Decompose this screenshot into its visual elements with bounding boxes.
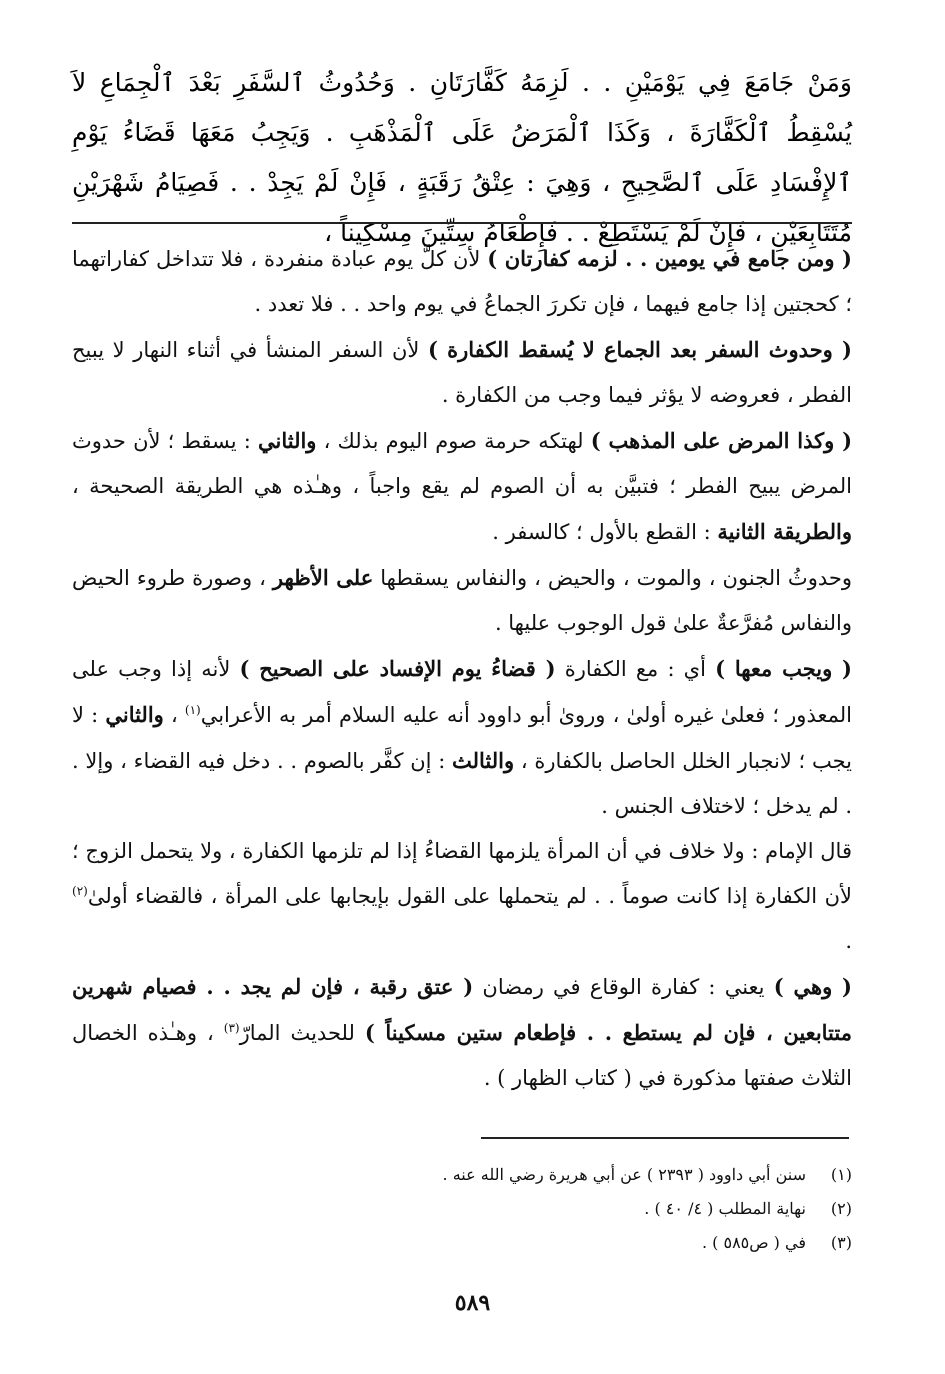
footnote-number: (٣) bbox=[830, 1233, 852, 1252]
opinion-label: والثاني bbox=[257, 428, 317, 453]
footnote-number: (٢) bbox=[830, 1199, 852, 1218]
commentary-text: قال الإمام : ولا خلاف في أن المرأة يلزمها القضاءُ إذا لم تلزمها الكفارة ، ولا يتحمل الزوج ؛ لأن الكفارة إذا كانت صوماً . . لم يتحملها على القول بإيجابها على المرأة ، فالقضاء أولىٰ bbox=[72, 839, 852, 908]
footnote-text: سنن أبي داوود ( ٢٣٩٣ ) عن أبي هريرة رضي الله عنه . bbox=[442, 1165, 806, 1184]
matn-quote: ( قضاءُ يوم الإفساد على الصحيح ) bbox=[239, 656, 556, 681]
commentary-paragraph-4 bbox=[72, 555, 852, 646]
matn-quote: ( وهي ) bbox=[773, 974, 852, 999]
matn-quote: ( وحدوث السفر بعد الجماع لا يُسقط الكفارة ) bbox=[427, 337, 852, 362]
commentary-text: : لا يجب ؛ لانجبار الخلل الحاصل بالكفارة ، bbox=[72, 703, 852, 773]
commentary-text: ، bbox=[163, 703, 185, 727]
main-text bbox=[72, 58, 852, 258]
opinion-label: والثالث bbox=[452, 748, 515, 773]
commentary-text: . bbox=[845, 929, 852, 953]
commentary-text: : القطع بالأول ؛ كالسفر . bbox=[492, 520, 718, 544]
commentary-text: وحدوثُ الجنون ، والموت ، والحيض ، والنفاس يسقطها bbox=[373, 566, 852, 590]
opinion-label: والطريقة الثانية bbox=[717, 519, 852, 544]
footnote-item bbox=[72, 1226, 852, 1260]
commentary-paragraph-1 bbox=[72, 236, 852, 327]
commentary-text: لهتكه حرمة صوم اليوم بذلك ، bbox=[316, 429, 591, 453]
commentary-text: لأنه إذا وجب على المعذور ؛ فعلىٰ غيره أولىٰ ، وروىٰ أبو داوود أنه عليه السلام أمر به الأعرابي bbox=[72, 657, 852, 727]
footnote-marker: (٢) bbox=[72, 884, 88, 898]
matn-quote: ( وكذا المرض على المذهب ) bbox=[590, 428, 853, 453]
footnote-marker: (٣) bbox=[223, 1021, 240, 1035]
footnote-marker: (١) bbox=[184, 703, 201, 717]
footnote-text: نهاية المطلب ( ٤/ ٤٠ ) . bbox=[644, 1199, 806, 1218]
opinion-label: على الأظهر bbox=[272, 565, 374, 590]
matn-quote: ( ويجب معها ) bbox=[715, 656, 852, 681]
commentary-paragraph-7 bbox=[72, 964, 852, 1101]
footnote-item bbox=[72, 1192, 852, 1226]
commentary-text: ، وصورة طروء الحيض والنفاس مُفرَّعةٌ علىٰ قول الوجوب عليها . bbox=[72, 566, 852, 635]
commentary-paragraph-3 bbox=[72, 418, 852, 555]
footnote-text: في ( ص٥٨٥ ) . bbox=[701, 1233, 806, 1252]
commentary-paragraph-2 bbox=[72, 327, 852, 418]
main-separator-line bbox=[72, 222, 852, 224]
footnote-item bbox=[72, 1158, 852, 1192]
matn-paragraph: وَمَنْ جَامَعَ فِي يَوْمَيْنِ . . لَزِمَهُ كَفَّارَتَانِ . وَحُدُوثُ ٱلسَّفَرِ بَعْدَ ٱلْجِمَاعِ لاَ يُسْقِطُ ٱلْكَفَّارَةَ ، وَكَذَا ٱلْمَرَضُ عَلَى ٱلْمَذْهَبِ . وَيَجِبُ مَعَهَا قَضَاءُ يَوْمِ ٱلإِفْسَادِ عَلَى ٱلصَّحِيحِ ، وَهِيَ : عِتْقُ رَقَبَةٍ ، فَإِنْ لَمْ يَجِدْ . . فَصِيَامُ شَهْرَيْنِ مُتَتَابِعَيْنِ ، فَإِنْ لَمْ يَسْتَطِعْ . . فَإِطْعَامُ سِتِّينَ مِسْكِيناً ، bbox=[72, 68, 852, 247]
commentary-paragraph-6 bbox=[72, 829, 852, 964]
commentary-text: للحديث المارّ bbox=[239, 1021, 365, 1045]
matn-quote: ( عتق رقبة ، فإن لم يجد . . فصيام شهرين متتابعين ، فإن لم يستطع . . فإطعام ستين مسكيناً ) bbox=[72, 974, 852, 1045]
commentary-text: : يسقط ؛ لأن حدوث المرض يبيح الفطر ؛ فتبيَّن به أن الصوم لم يقع واجباً ، وهـٰذه هي الطريقة الصحيحة ، bbox=[72, 429, 852, 498]
commentary-text: لأن السفر المنشأ في أثناء النهار لا يبيح الفطر ، فعروضه لا يؤثر فيما وجب من الكفارة . bbox=[72, 338, 852, 407]
opinion-label: والثاني bbox=[105, 702, 164, 727]
footnotes bbox=[72, 1158, 852, 1260]
commentary-text: ، وهـٰذه الخصال الثلاث صفتها مذكورة في ( كتاب الظهار ) . bbox=[72, 1021, 852, 1090]
commentary-paragraph-5 bbox=[72, 646, 852, 829]
matn-quote: ( ومن جامع في يومين . . لزمه كفارتان ) bbox=[487, 246, 852, 271]
commentary bbox=[72, 236, 852, 1101]
footnote-separator-line bbox=[481, 1137, 849, 1139]
commentary-text: لأن كلَّ يوم عبادة منفردة ، فلا تتداخل كفاراتهما ؛ كحجتين إذا جامع فيهما ، فإن تكررَ الجماعُ في يوم واحد . . فلا تعدد . bbox=[72, 247, 852, 316]
commentary-text: أي : مع الكفارة bbox=[555, 657, 716, 681]
footnote-number: (١) bbox=[830, 1165, 852, 1184]
commentary-text: يعني : كفارة الوقاع في رمضان bbox=[473, 975, 774, 999]
commentary-text: : إن كفَّر بالصوم . . دخل فيه القضاء ، وإلا . . لم يدخل ؛ لاختلاف الجنس . bbox=[72, 749, 852, 818]
page-number: ٥٨٩ bbox=[454, 1290, 491, 1316]
